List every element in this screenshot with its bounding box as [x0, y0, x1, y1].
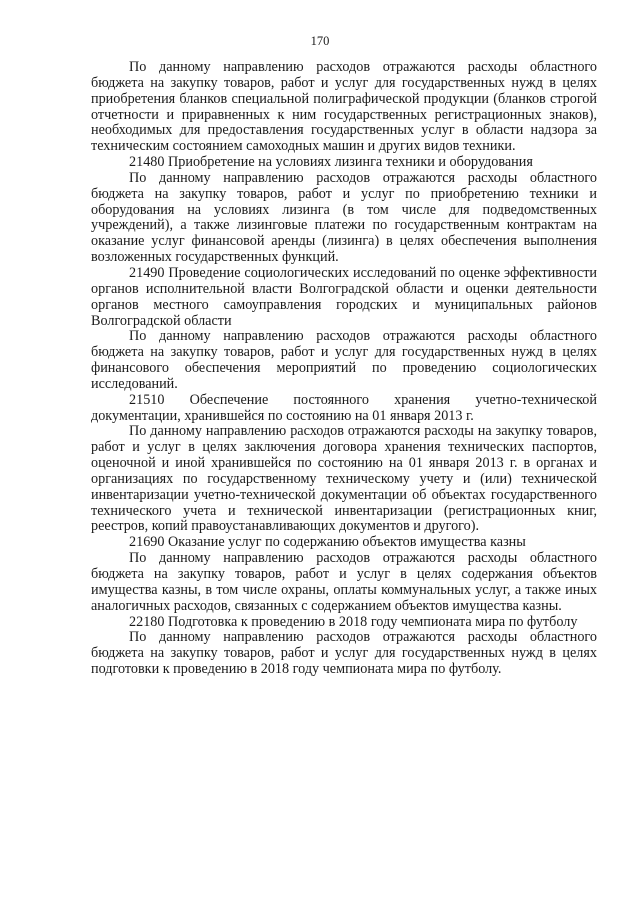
heading-21480: 21480 Приобретение на условиях лизинга техники и оборудования: [129, 154, 533, 171]
paragraph-expenses-documentation: По данному направлению расходов отражаются расходы на закупку товаров, работ и услуг в целях заключения договора хранения технических паспортов, оценочной и иной хранившейся по состоянию на 01 января 2013 г. в органах и организациях по государственному техническому учету и (или) технической инвентаризации учетно-технической документации об объектах государственного технического учета и технической инвентаризации (регистрационных книг, реестров, копий правоустанавливающих документов и другого).: [91, 423, 597, 535]
document-body: [91, 60, 597, 678]
heading-21690: 21690 Оказание услуг по содержанию объектов имущества казны: [129, 534, 526, 551]
paragraph-expenses-treasury-property: По данному направлению расходов отражаются расходы областного бюджета на закупку товаров, работ и услуг в целях содержания объектов имущества казны, в том числе охраны, оплаты коммунальных услуг, а также иных аналогичных расходов, связанных с содержанием объектов имущества казны.: [91, 550, 597, 614]
paragraph-expenses-world-cup: По данному направлению расходов отражаются расходы областного бюджета на закупку товаров, работ и услуг для государственных нужд в целях подготовки к проведению в 2018 году чемпионата мира по футболу.: [91, 629, 597, 678]
heading-22180: 22180 Подготовка к проведению в 2018 году чемпионата мира по футболу: [129, 613, 578, 630]
page-number: 170: [310, 34, 330, 48]
heading-21490: 21490 Проведение социологических исследований по оценке эффективности органов исполнительной власти Волгоградской области и оценки деятельности органов местного самоуправления городских и муниципальных районов Волгоградской области: [91, 264, 597, 329]
paragraph-expenses-sociology: По данному направлению расходов отражаются расходы областного бюджета на закупку товаров, работ и услуг для государственных нужд в целях финансового обеспечения мероприятий по проведению социологических исследований.: [91, 328, 597, 392]
paragraph-expenses-leasing: По данному направлению расходов отражаются расходы областного бюджета на закупку товаров, работ и услуг по приобретению техники и оборудования на условиях лизинга (в том числе для подведомственных учреждений), а также лизинговые платежи по государственным контрактам на оказание услуг финансовой аренды (лизинга) в целях обеспечения выполнения возложенных государственных функций.: [91, 169, 597, 266]
paragraph-expenses-blanks: По данному направлению расходов отражаются расходы областного бюджета на закупку товаров, работ и услуг для государственных нужд в целях приобретения бланков специальной полиграфической продукции (бланков строгой отчетности и приравненных к ним государственных регистрационных знаков), необходимых для предоставления государственных услуг в области надзора за техническим состоянием самоходных машин и других видов техники.: [91, 59, 597, 155]
heading-21510: 21510 Обеспечение постоянного хранения учетно-технической документации, хранившейся по состоянию на 01 января 2013 г.: [91, 391, 597, 424]
